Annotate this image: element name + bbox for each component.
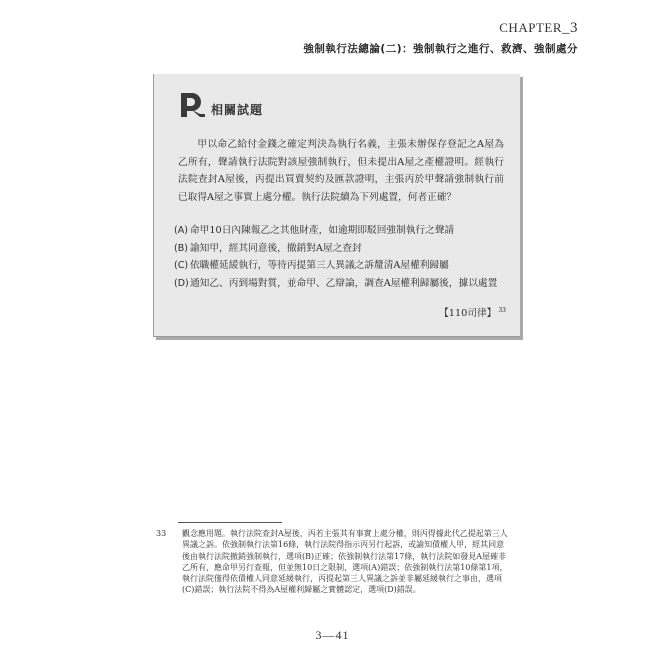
question-box-title: 相關試題 xyxy=(211,103,264,117)
question-logo-icon xyxy=(178,90,208,120)
option-text: 命甲10日內陳報乙之其他財產，如逾期即駁回強制執行之聲請 xyxy=(190,225,455,236)
exam-source: 【110司律】 xyxy=(439,308,497,319)
option-text: 諭知甲，經其同意後，撤銷對A屋之查封 xyxy=(190,242,362,254)
option-label: (B) xyxy=(174,242,188,254)
option-label: (C) xyxy=(174,260,189,271)
running-title: 強制執行法總論(二)：強制執行之進行、救濟、強制處分 xyxy=(303,43,578,55)
footnote xyxy=(156,528,508,596)
question-stem: 甲以命乙給付金錢之確定判決為執行名義，主張未辦保存登記之A屋為乙所有，聲請執行法院對該屋強制執行，但未提出A屋之產權證明。經執行法院查封A屋後，丙提出買賣契約及匯款證明，主張丙於甲聲請強制執行前已取得A屋之事實上處分權。執行法院續為下列處置，何者正確？ xyxy=(178,139,504,203)
option-text: 通知乙、丙到場對質，並命甲、乙辯論，調查A屋權利歸屬後，據以處置 xyxy=(190,277,498,289)
chapter-prefix: CHAPTER xyxy=(499,20,562,35)
footnote-divider xyxy=(178,522,282,523)
footnote-number: 33 xyxy=(156,529,167,538)
option-d xyxy=(174,275,508,293)
option-b xyxy=(174,240,508,258)
option-a xyxy=(174,222,508,240)
footnote-ref: 33 xyxy=(498,307,506,314)
page-number: 3—41 xyxy=(315,628,350,642)
footnote-text: 觀念應用題。執行法院查封A屋後，丙若主張其有事實上處分權，則丙得據此代乙提起第三人異議之訴。依強制執行法第16條，執行法院得指示丙另行起訴，或諭知債權人甲，經其同意後由執行法院撤銷強制執行，選項(B)正確；依強制執行法第17條，執行法院如發見A屋確非乙所有，應命甲另行查報，但並無10日之限制，選項(A)錯誤；依強制執行法第10條第1項，執行法院僅得依債權人同意延緩執行，丙提起第三人異議之訴並非屬延緩執行之事由，選項(C)錯誤；執行法院不得為A屋權利歸屬之實體認定，選項(D)錯誤。 xyxy=(182,529,508,595)
option-c xyxy=(174,257,508,275)
chapter-label xyxy=(499,20,578,37)
option-label: (D) xyxy=(174,277,189,289)
chapter-number: _3 xyxy=(562,20,578,36)
option-text: 依職權延緩執行，等待丙提第三人異議之訴釐清A屋權利歸屬 xyxy=(190,260,449,271)
related-question-box xyxy=(153,74,520,337)
question-source xyxy=(439,305,506,319)
option-label: (A) xyxy=(174,225,188,236)
answer-options xyxy=(174,222,508,292)
